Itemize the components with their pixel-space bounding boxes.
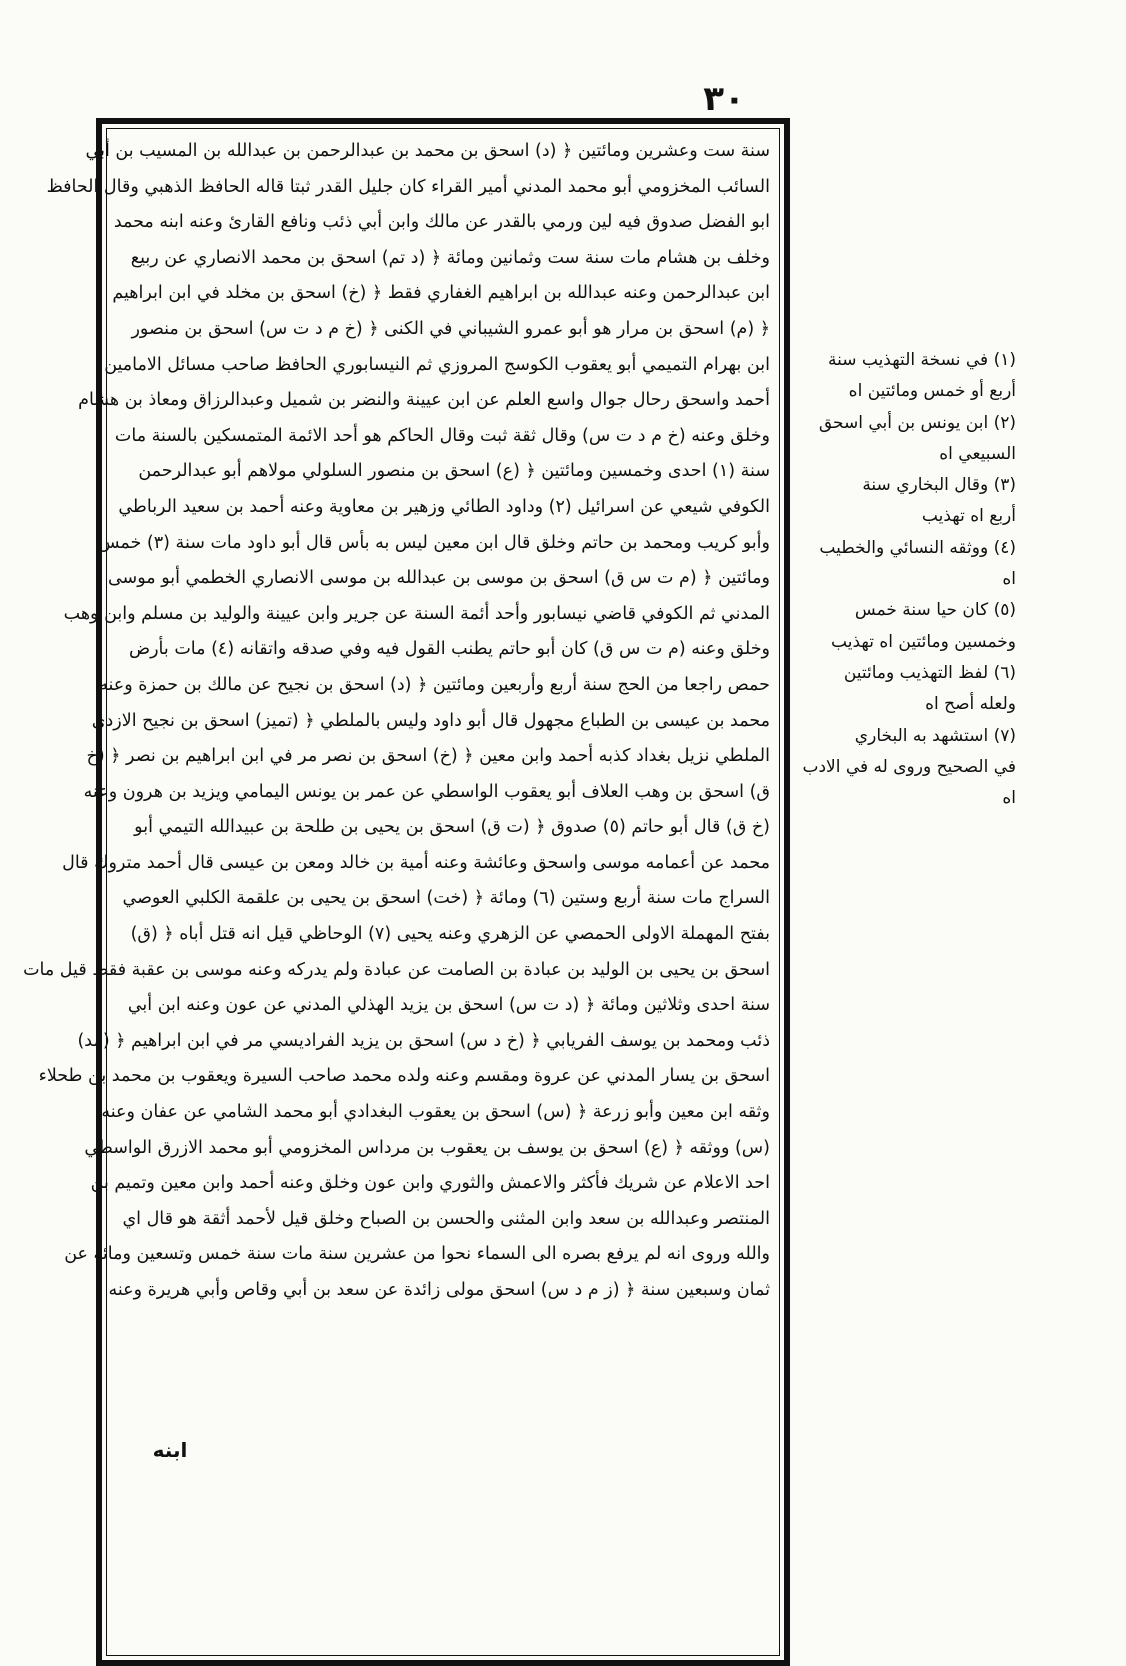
margin-footnotes [796, 345, 1016, 814]
text-line: ابو الفضل صدوق فيه لين ورمي بالقدر عن مالك وابن أبي ذئب ونافع القارئ وعنه ابنه محمد [113, 212, 770, 233]
footnote-line: (٣) وقال البخاري سنة [862, 475, 1016, 496]
text-line: ابن عبدالرحمن وعنه عبدالله بن ابراهيم الغفاري فقط ﴿ (خ) اسحق بن مخلد في ابن ابراهيم [112, 283, 770, 304]
text-line: ومائتين ﴿ (م ت س ق) اسحق بن موسى بن عبدالله بن موسى الانصاري الخطمي أبو موسى [107, 568, 770, 589]
text-line: ابن بهرام التميمي أبو يعقوب الكوسج المروزي ثم النيسابوري الحافظ صاحب مسائل الامامين [104, 354, 770, 375]
text-line: محمد بن عيسى بن الطباع مجهول قال أبو داود وليس بالملطي ﴿ (تميز) اسحق بن نجيح الازدي [91, 710, 770, 731]
text-line: بفتح المهملة الاولى الحمصي عن الزهري وعنه يحيى (٧) الوحاظي قيل انه قتل أباه ﴿ (ق) [130, 924, 770, 945]
footnote-line: في الصحيح وروى له في الادب [802, 756, 1016, 777]
footnote-line: (٧) استشهد به البخاري [854, 725, 1016, 746]
main-text [23, 134, 770, 1309]
footnote-line: (٥) كان حيا سنة خمس [854, 600, 1016, 621]
text-line: الملطي نزيل بغداد كذبه أحمد وابن معين ﴿ (خ) اسحق بن نصر مر في ابن ابراهيم بن نصر ﴿ (خ [86, 746, 770, 767]
catchword: ابنه [152, 1438, 188, 1462]
text-line: محمد عن أعمامه موسى واسحق وعائشة وعنه أمية بن خالد ومعن بن عيسى قال أحمد متروك قال [62, 852, 770, 873]
text-line: سنة احدى وثلاثين ومائة ﴿ (د ت س) اسحق بن يزيد الهذلي المدني عن عون وعنه ابن أبي [127, 995, 770, 1016]
text-line: المدني ثم الكوفي قاضي نيسابور وأحد أئمة السنة عن جرير وابن عيينة والوليد بن مسلم وابن وهب [63, 603, 770, 624]
text-line: السائب المخزومي أبو محمد المدني أمير القراء كان جليل القدر ثبتا قاله الحافظ الذهبي وقال الحافظ [46, 176, 770, 197]
text-line: وخلف بن هشام مات سنة ست وثمانين ومائة ﴿ (د تم) اسحق بن محمد الانصاري عن ربيع [130, 247, 770, 268]
footnote-line: أربع اه تهذيب [921, 506, 1016, 527]
text-line: (خ ق) قال أبو حاتم (٥) صدوق ﴿ (ت ق) اسحق بن يحيى بن طلحة بن عبيدالله التيمي أبو [134, 817, 770, 838]
text-line: وأبو كريب ومحمد بن حاتم وخلق قال ابن معين ليس به بأس قال أبو داود مات سنة (٣) خمس [98, 532, 770, 553]
footnote-line: السبيعي اه [939, 443, 1016, 464]
footnote-line: وخمسين ومائتين اه تهذيب [831, 631, 1016, 652]
text-line: اسحق بن يسار المدني عن عروة ومقسم وعنه ولده محمد صاحب السيرة ويعقوب بن محمد بن طحلاء [38, 1066, 770, 1087]
text-line: ذئب ومحمد بن يوسف الفريابي ﴿ (خ د س) اسحق بن يزيد الفراديسي مر في ابن ابراهيم ﴿ (مد) [77, 1030, 770, 1051]
footnote-line: أربع أو خمس ومائتين اه [848, 381, 1016, 402]
text-line: ﴿ (م) اسحق بن مرار هو أبو عمرو الشيباني في الكنى ﴿ (خ م د ت س) اسحق بن منصور [131, 318, 770, 339]
text-line: سنة ست وعشرين ومائتين ﴿ (د) اسحق بن محمد بن عبدالرحمن بن عبدالله بن المسيب بن أبي [85, 141, 770, 161]
text-line: حمص راجعا من الحج سنة أربع وأربعين ومائتين ﴿ (د) اسحق بن نجيح عن مالك بن حمزة وعنه [99, 674, 770, 695]
footnote-line: ولعله أصح اه [925, 694, 1016, 715]
footnote-line: اه [1002, 569, 1016, 590]
text-line: الكوفي شيعي عن اسرائيل (٢) وداود الطائي وزهير بن معاوية وعنه أحمد بن سعيد الرباطي [118, 496, 770, 517]
text-line: اسحق بن يحيى بن الوليد بن عبادة بن الصامت عن عبادة ولم يدركه وعنه موسى بن عقبة فقط قيل مات [23, 959, 770, 980]
footnote-line: (٤) ووثقه النسائي والخطيب [819, 537, 1016, 558]
text-line: وثقه ابن معين وأبو زرعة ﴿ (س) اسحق بن يعقوب البغدادي أبو محمد الشامي عن عفان وعنه [101, 1102, 770, 1123]
text-line: وخلق وعنه (م ت س ق) كان أبو حاتم يطنب القول فيه وفي صدقه واتقانه (٤) مات بأرض [128, 639, 770, 660]
text-line: أحمد واسحق رحال جوال واسع العلم عن ابن عيينة والنضر بن شميل وعبدالرزاق ومعاذ بن هشام [78, 390, 770, 411]
text-line: (س) ووثقه ﴿ (ع) اسحق بن يوسف بن يعقوب بن مرداس المخزومي أبو محمد الازرق الواسطي [84, 1137, 770, 1158]
text-line: المنتصر وعبدالله بن سعد وابن المثنى والحسن بن الصباح وخلق قيل لأحمد أثقة هو قال اي [122, 1208, 770, 1229]
text-line: سنة (١) احدى وخمسين ومائتين ﴿ (ع) اسحق بن منصور السلولي مولاهم أبو عبدالرحمن [138, 461, 770, 482]
text-line: وخلق وعنه (خ م د ت س) وقال ثقة ثبت وقال الحاكم هو أحد الائمة المتمسكين بالسنة مات [114, 425, 770, 446]
main-text-frame [23, 118, 790, 1666]
text-line: والله وروى انه لم يرفع بصره الى السماء نحوا من عشرين سنة مات سنة خمس وتسعين ومائة عن [64, 1244, 770, 1265]
footnote-line: (١) في نسخة التهذيب سنة [827, 350, 1016, 370]
text-line: ثمان وسبعين سنة ﴿ (ز م د س) اسحق مولى زائدة عن سعد بن أبي وقاص وأبي هريرة وعنه [108, 1280, 770, 1300]
footnote-line: (٢) ابن يونس بن أبي اسحق [818, 412, 1016, 433]
page-number: ٣٠ [703, 79, 745, 119]
text-line: احد الاعلام عن شريك فأكثر والاعمش والثوري وابن عون وخلق وعنه أحمد وابن معين وتميم بن [90, 1173, 770, 1194]
text-line: السراج مات سنة أربع وستين (٦) ومائة ﴿ (خت) اسحق بن يحيى بن علقمة الكلبي العوصي [122, 888, 770, 909]
text-line: ق) اسحق بن وهب العلاف أبو يعقوب الواسطي عن عمر بن يونس اليمامي ويزيد بن هرون وعنه [83, 781, 770, 802]
footnote-line: (٦) لفظ التهذيب ومائتين [843, 662, 1016, 683]
footnote-line: اه [1002, 788, 1016, 809]
